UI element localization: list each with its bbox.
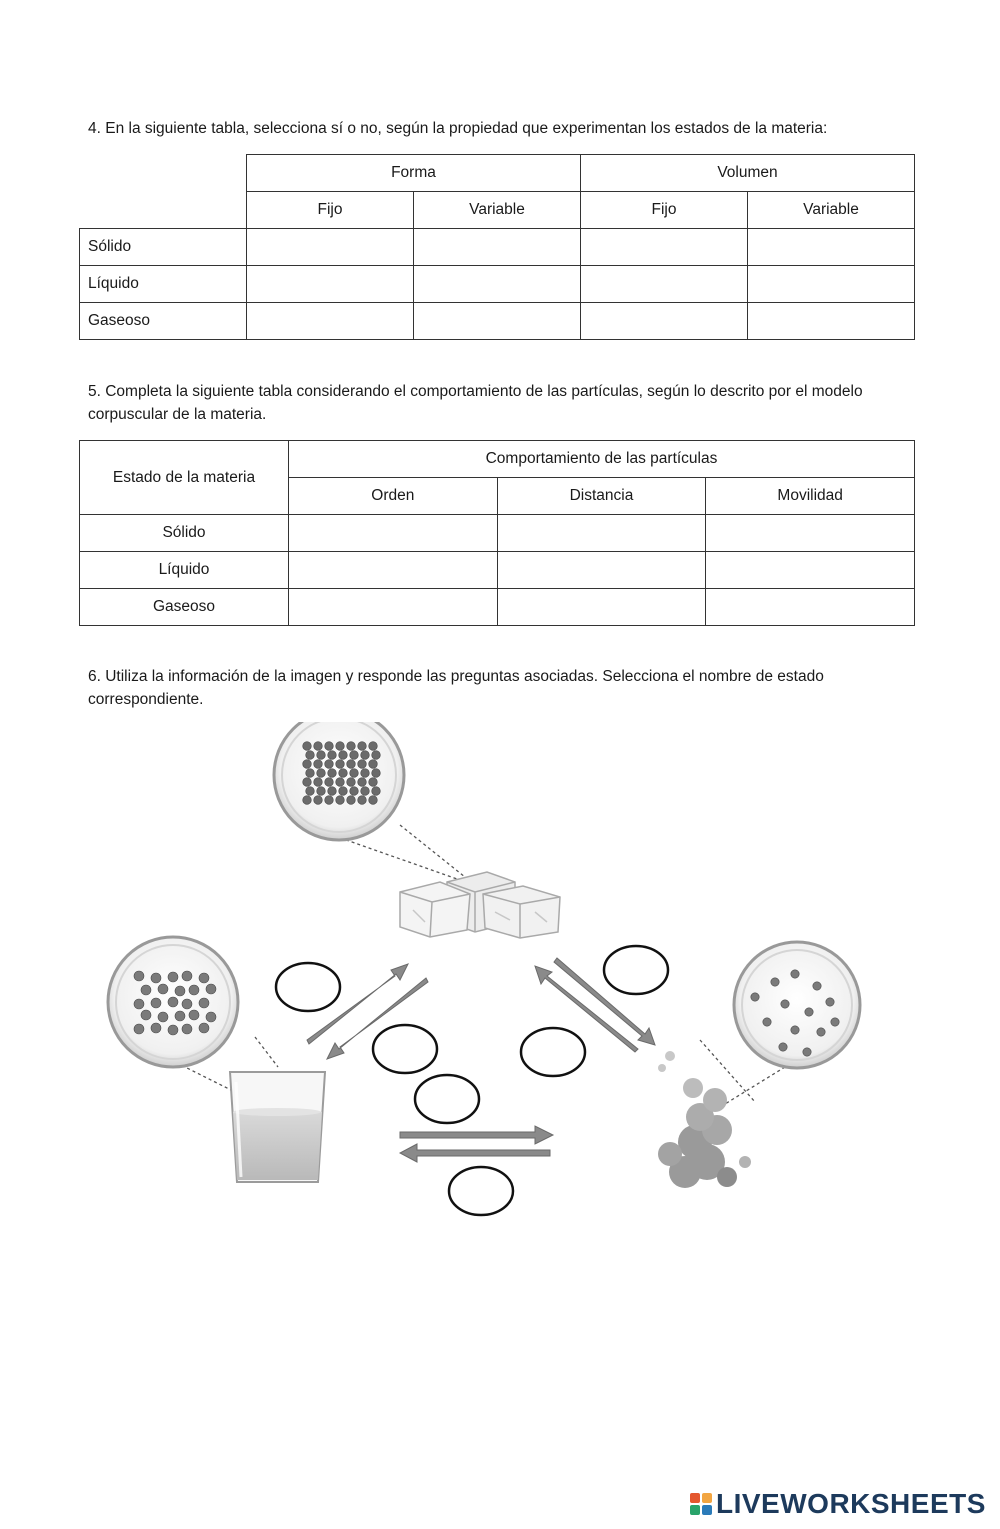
particle-dot [303, 760, 312, 769]
subheader-forma-variable: Variable [414, 192, 581, 229]
particle-dot [369, 760, 378, 769]
answer-cell[interactable] [748, 303, 915, 340]
liveworksheets-logo [690, 1488, 986, 1520]
answer-cell[interactable] [581, 266, 748, 303]
particle-dot [347, 742, 356, 751]
particle-dot [314, 796, 323, 805]
particle-dot [325, 778, 334, 787]
particle-dot [328, 787, 337, 796]
transition-arrows [307, 958, 655, 1162]
particle-dot [303, 742, 312, 751]
particle-dot [339, 769, 348, 778]
particle-dot [336, 796, 345, 805]
particle-dot [339, 787, 348, 796]
particle-dot [826, 998, 834, 1006]
particle-dot [771, 978, 779, 986]
particle-dot [350, 787, 359, 796]
answer-cell[interactable] [497, 552, 706, 589]
subheader-orden: Orden [289, 478, 498, 515]
answer-cell[interactable] [289, 589, 498, 626]
subheader-movilidad: Movilidad [706, 478, 915, 515]
particle-dot [317, 787, 326, 796]
particle-dot [791, 1026, 799, 1034]
properties-table [79, 154, 915, 340]
particle-dot [314, 760, 323, 769]
particle-dot [182, 1024, 192, 1034]
answer-cell[interactable] [414, 229, 581, 266]
particle-dot [206, 984, 216, 994]
answer-slot-gas-liquid[interactable] [449, 1167, 513, 1215]
gas-particles-lens [700, 942, 860, 1104]
liquid-particles-lens [108, 937, 278, 1092]
particle-dot [358, 760, 367, 769]
particle-dot [369, 796, 378, 805]
particle-dot [361, 751, 370, 760]
answer-slot-liquid-solid[interactable] [373, 1025, 437, 1073]
particle-dot [803, 1048, 811, 1056]
particle-dot [317, 769, 326, 778]
particle-dot [347, 796, 356, 805]
answer-cell[interactable] [289, 515, 498, 552]
particle-dot [325, 796, 334, 805]
row-label-gaseoso: Gaseoso [80, 589, 289, 626]
answer-slot-gas-solid[interactable] [604, 946, 668, 994]
particle-dot [336, 742, 345, 751]
row-label-gaseoso: Gaseoso [80, 303, 247, 340]
water-glass-image [230, 1072, 325, 1182]
answer-cell[interactable] [748, 266, 915, 303]
table-corner [80, 155, 247, 192]
particle-dot [141, 1010, 151, 1020]
answer-cell[interactable] [706, 552, 915, 589]
particle-dot [350, 769, 359, 778]
particle-dot [781, 1000, 789, 1008]
logo-grid-icon [690, 1491, 712, 1517]
particle-dot [134, 999, 144, 1009]
particle-dot [817, 1028, 825, 1036]
answer-cell[interactable] [497, 515, 706, 552]
table-corner [80, 192, 247, 229]
subheader-volumen-variable: Variable [748, 192, 915, 229]
question-5-text: 5. Completa la siguiente tabla considerando el comportamiento de las partículas, según lo descrito por el modelo corpuscular de la materia. [88, 383, 863, 423]
answer-cell[interactable] [247, 303, 414, 340]
particle-dot [199, 1023, 209, 1033]
particle-dot [182, 971, 192, 981]
row-label-solido: Sólido [80, 515, 289, 552]
particle-dot [158, 1012, 168, 1022]
particle-dot [303, 796, 312, 805]
particle-dot [306, 751, 315, 760]
row-label-liquido: Líquido [80, 552, 289, 589]
particle-dot [805, 1008, 813, 1016]
particle-dot [189, 1010, 199, 1020]
answer-cell[interactable] [414, 266, 581, 303]
particle-dot [763, 1018, 771, 1026]
particle-dot [306, 769, 315, 778]
answer-cell[interactable] [247, 229, 414, 266]
states-of-matter-diagram [95, 722, 885, 1222]
particle-dot [151, 998, 161, 1008]
particle-dot [328, 751, 337, 760]
answer-slot-liquid-gas[interactable] [415, 1075, 479, 1123]
particle-dot [336, 778, 345, 787]
particle-dot [361, 769, 370, 778]
particle-dot [325, 742, 334, 751]
header-forma: Forma [247, 155, 581, 192]
answer-cell[interactable] [414, 303, 581, 340]
particle-dot [336, 760, 345, 769]
answer-slots [276, 946, 668, 1215]
particle-dot [134, 1024, 144, 1034]
particle-dot [303, 778, 312, 787]
particle-dot [168, 1025, 178, 1035]
answer-cell[interactable] [581, 303, 748, 340]
particle-dot [199, 998, 209, 1008]
particle-dot [182, 999, 192, 1009]
particle-dot [372, 787, 381, 796]
particle-dot [779, 1043, 787, 1051]
particle-dot [314, 742, 323, 751]
particle-dot [199, 973, 209, 983]
answer-cell[interactable] [748, 229, 915, 266]
particle-dot [175, 986, 185, 996]
answer-slot-solid-gas[interactable] [521, 1028, 585, 1076]
particle-dot [168, 997, 178, 1007]
particle-dot [151, 1023, 161, 1033]
particle-dot [314, 778, 323, 787]
particle-dot [369, 742, 378, 751]
particle-dot [168, 972, 178, 982]
particle-dot [350, 751, 359, 760]
particle-dot [189, 985, 199, 995]
particle-dot [813, 982, 821, 990]
particles-table [79, 440, 915, 626]
answer-cell[interactable] [289, 552, 498, 589]
answer-cell[interactable] [706, 589, 915, 626]
question-6-text: 6. Utiliza la información de la imagen y responde las preguntas asociadas. Selecciona el nombre de estado correspondiente. [88, 668, 824, 708]
particle-dot [751, 993, 759, 1001]
answer-cell[interactable] [497, 589, 706, 626]
particle-dot [141, 985, 151, 995]
particle-dot [372, 751, 381, 760]
particle-dot [306, 787, 315, 796]
ice-cubes-image [400, 872, 560, 938]
particle-dot [328, 769, 337, 778]
subheader-volumen-fijo: Fijo [581, 192, 748, 229]
particle-dot [206, 1012, 216, 1022]
answer-cell[interactable] [706, 515, 915, 552]
particle-dot [372, 769, 381, 778]
answer-cell[interactable] [581, 229, 748, 266]
particle-dot [358, 778, 367, 787]
particle-dot [791, 970, 799, 978]
logo-text: LIVEWORKSHEETS [716, 1488, 986, 1519]
subheader-forma-fijo: Fijo [247, 192, 414, 229]
particle-dot [831, 1018, 839, 1026]
vapor-cloud-image [658, 1051, 751, 1188]
answer-cell[interactable] [247, 266, 414, 303]
header-estado: Estado de la materia [80, 441, 289, 515]
particle-dot [158, 984, 168, 994]
subheader-distancia: Distancia [497, 478, 706, 515]
particle-dot [339, 751, 348, 760]
particle-dot [369, 778, 378, 787]
particle-dot [361, 787, 370, 796]
particle-dot [134, 971, 144, 981]
particle-dot [347, 778, 356, 787]
solid-particles-lens [274, 722, 465, 880]
particle-dot [175, 1011, 185, 1021]
particle-dot [317, 751, 326, 760]
particle-dot [151, 973, 161, 983]
particle-dot [347, 760, 356, 769]
header-comportamiento: Comportamiento de las partículas [289, 441, 915, 478]
answer-slot-solid-liquid[interactable] [276, 963, 340, 1011]
particle-dot [358, 742, 367, 751]
particle-dot [325, 760, 334, 769]
row-label-solido: Sólido [80, 229, 247, 266]
particle-dot [358, 796, 367, 805]
header-volumen: Volumen [581, 155, 915, 192]
row-label-liquido: Líquido [80, 266, 247, 303]
question-4-text: 4. En la siguiente tabla, selecciona sí o no, según la propiedad que experimentan los estados de la materia: [88, 120, 828, 137]
